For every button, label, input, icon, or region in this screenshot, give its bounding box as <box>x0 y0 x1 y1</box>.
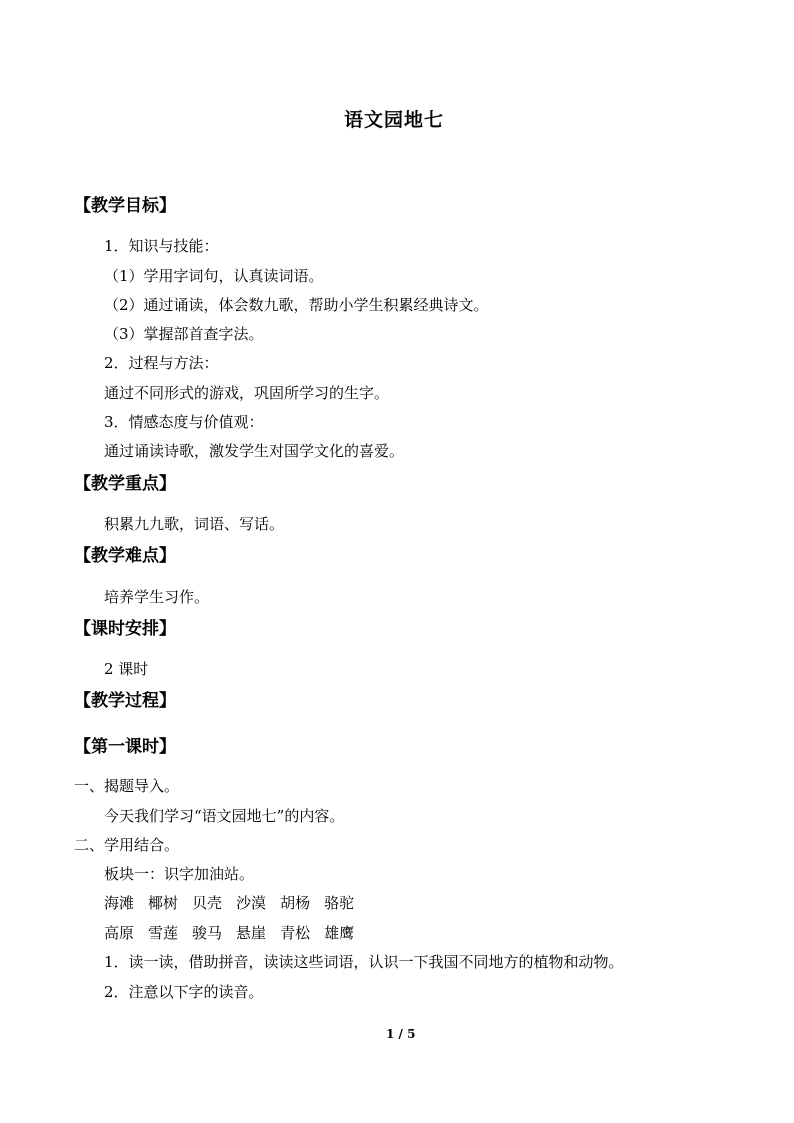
schedule-text: 2 课时 <box>104 660 149 678</box>
task-1: 1．读一读，借助拼音，读读这些词语，认识一下我国不同地方的植物和动物。 <box>104 953 624 971</box>
word-item: 雪莲 <box>148 924 179 942</box>
page-number: 1 / 5 <box>386 1027 416 1041</box>
objective-1-item-1: （1）学用字词句，认真读词语。 <box>104 267 324 285</box>
word-item: 贝壳 <box>192 894 223 912</box>
objective-1-title: 1．知识与技能： <box>104 237 219 255</box>
word-item: 骏马 <box>192 924 223 942</box>
objective-2-title: 2．过程与方法： <box>104 354 219 372</box>
word-item: 高原 <box>104 924 135 942</box>
heading-process: 【教学过程】 <box>74 691 176 711</box>
heading-focus: 【教学重点】 <box>74 474 176 494</box>
word-row-2 <box>104 923 368 943</box>
heading-lesson-1: 【第一课时】 <box>74 737 176 757</box>
heading-difficulty: 【教学难点】 <box>74 546 176 566</box>
task-2: 2．注意以下字的读音。 <box>104 983 264 1001</box>
focus-text: 积累九九歌，词语、写话。 <box>104 515 285 533</box>
objective-3-title: 3．情感态度与价值观： <box>104 413 264 431</box>
word-item: 骆驼 <box>324 894 355 912</box>
word-item: 雄鹰 <box>324 924 355 942</box>
objective-3-text: 通过诵读诗歌，激发学生对国学文化的喜爱。 <box>104 442 405 460</box>
step-1-title: 一、揭题导入。 <box>74 777 180 795</box>
word-item: 悬崖 <box>236 924 267 942</box>
block-1-title: 板块一：识字加油站。 <box>104 865 255 883</box>
word-item: 胡杨 <box>280 894 311 912</box>
word-item: 青松 <box>280 924 311 942</box>
step-2-title: 二、学用结合。 <box>74 836 180 854</box>
difficulty-text: 培养学生习作。 <box>104 588 210 606</box>
step-1-text: 今天我们学习“语文园地七”的内容。 <box>104 807 345 825</box>
heading-schedule: 【课时安排】 <box>74 619 176 639</box>
word-item: 海滩 <box>104 894 135 912</box>
word-row-1 <box>104 893 368 913</box>
objective-1-item-2: （2）通过诵读，体会数九歌，帮助小学生积累经典诗文。 <box>104 296 489 314</box>
objective-2-text: 通过不同形式的游戏，巩固所学习的生字。 <box>104 384 390 402</box>
heading-objectives: 【教学目标】 <box>74 196 176 216</box>
page-title: 语文园地七 <box>344 109 445 131</box>
objective-1-item-3: （3）掌握部首查字法。 <box>104 325 264 343</box>
word-item: 沙漠 <box>236 894 267 912</box>
word-item: 椰树 <box>148 894 179 912</box>
